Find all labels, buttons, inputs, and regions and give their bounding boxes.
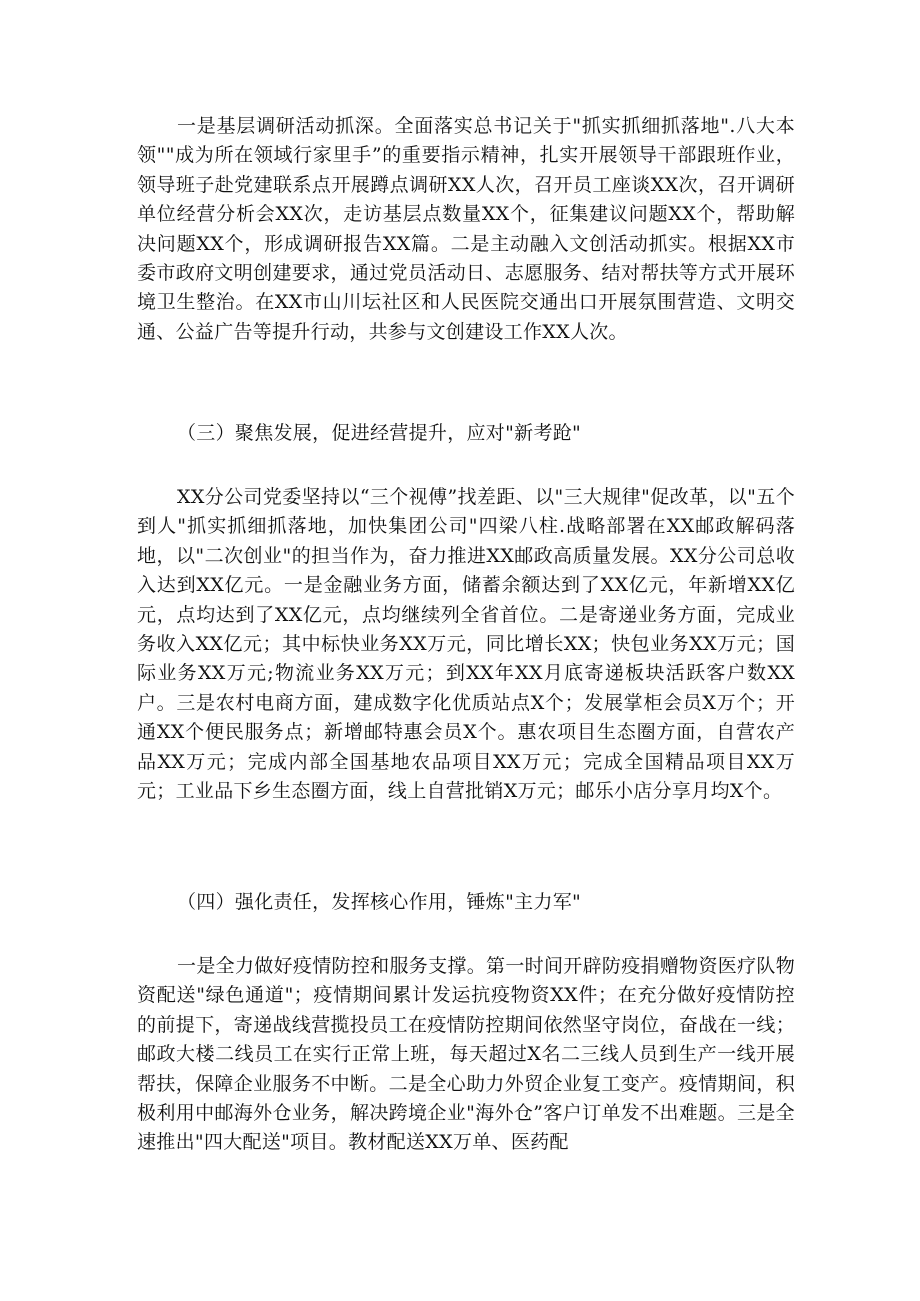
- section-heading-three: （三）聚焦发展，促进经营提升，应对"新考跄": [177, 422, 582, 444]
- paragraph-grassroots-research: 一是基层调研活动抓深。全面落实总书记关于"抓实抓细抓落地".八大本领""成为所在领域行家里手”的重要指示精神，扎实开展领导干部跟班作业，领导班子赴党建联系点开展蹲点调研XX人次，召开员工座谈XX次，召开调研单位经营分析会XX次，走访基层点数量XX个，征集建议问题XX个，帮助解决问题XX个，形成调研报告XX篇。二是主动融入文创活动抓实。根据XX市委市政府文明创建要求，通过党员活动日、志愿服务、结对帮扶等方式开展环境卫生整治。在XX市山川坛社区和人民医院交通出口开展氛围营造、文明交通、公益广告等提升行动，共参与文创建设工作XX人次。: [137, 115, 795, 343]
- section-heading-four: （四）强化责任，发挥核心作用，锤炼"主力军": [177, 891, 582, 913]
- paragraph-business-development: XX分公司党委坚持以“三个视傅”找差距、以"三大规律"促改革，以"五个到人"抓实抓细抓落地，加快集团公司"四梁八柱.战略部署在XX邮政解码落地，以"二次创业"的担当作为，奋力推进XX邮政高质量发展。XX分公司总收入达到XX亿元。一是金融业务方面，储蓄余额达到了XX亿元，年新增XX亿元，点均达到了XX亿元，点均继续列全省首位。二是寄递业务方面，完成业务收入XX亿元；其中标快业务XX万元，同比增长XX；快包业务XX万元；国际业务XX万元;物流业务XX万元；到XX年XX月底寄递板块活跃客户数XX户。三是农村电商方面，建成数字化优质站点X个；发展掌柜会员X万个；开通XX个便民服务点；新增邮特惠会员X个。惠农项目生态圈方面，自营农产品XX万元；完成内部全国基地农品项目XX万元；完成全国精品项目XX万元；工业品下乡生态圈方面，线上自营批销X万元；邮乐小店分享月均X个。: [137, 486, 795, 803]
- paragraph-epidemic-support: 一是全力做好疫情防控和服务支撑。第一时间开辟防疫捐赠物资医疗队物资配送"绿色通道"；疫情期间累计发运抗疫物资XX件；在充分做好疫情防控的前提下，寄递战线营揽投员工在疫情防控期间依然坚守岗位，奋战在一线；邮政大楼二线员工在实行正常上班，每天超过X名二三线人员到生产一线开展帮扶，保障企业服务不中断。二是全心助力外贸企业复工变产。疫情期间，积极利用中邮海外仓业务，解决跨境企业"海外仓”客户订单发不出难题。三是全速推出"四大配送"项目。教材配送XX万单、医药配: [137, 955, 795, 1154]
